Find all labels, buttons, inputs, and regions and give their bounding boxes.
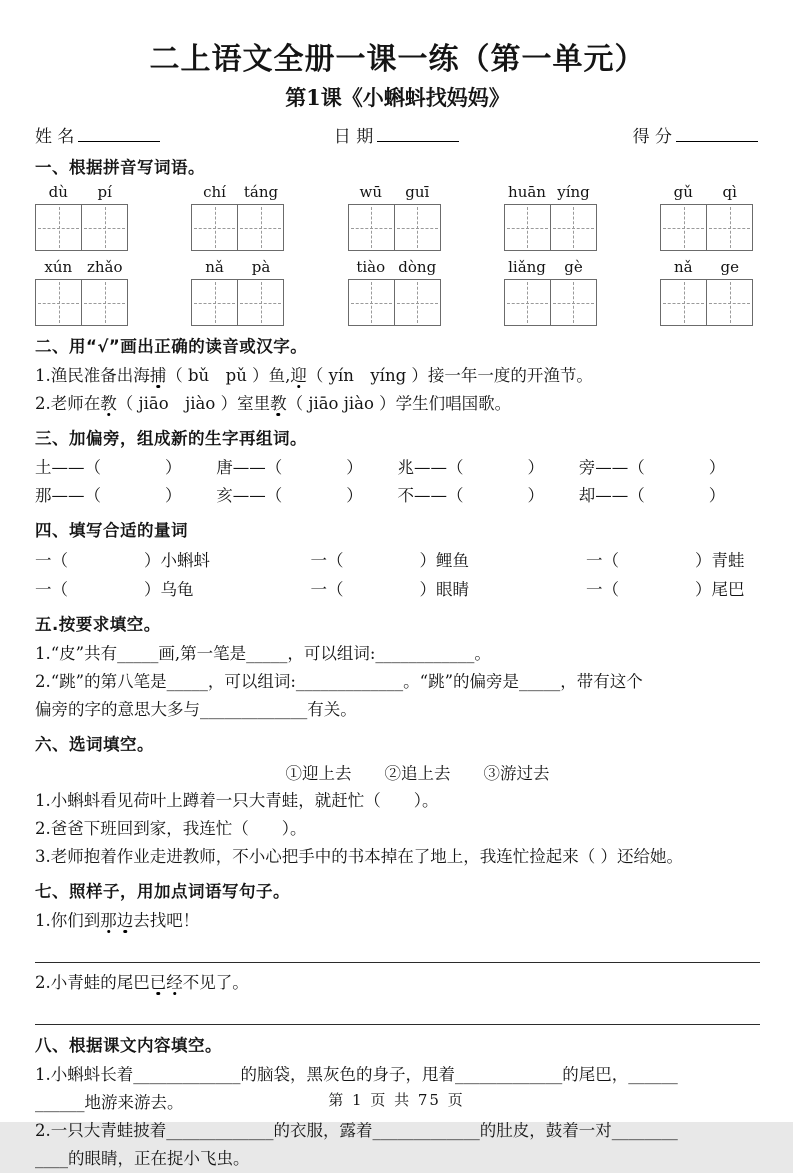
question-line — [35, 362, 760, 390]
radical-item — [579, 454, 760, 482]
radical-row — [35, 482, 760, 510]
question-line — [35, 969, 760, 997]
base-character: 土——（ — [35, 458, 101, 477]
emphasized-char: 教 — [270, 394, 287, 413]
writebox-cell[interactable] — [394, 205, 440, 250]
writebox-cell[interactable] — [661, 205, 706, 250]
sentence-text: （ jiāo jiào ）室里 — [116, 394, 271, 413]
sentence-text: （ yín yíng ）接一年一度的开渔节。 — [306, 366, 593, 385]
pinyin-box-group — [35, 183, 128, 251]
base-character: 亥——（ — [216, 486, 283, 505]
pinyin-box-group — [660, 258, 753, 326]
pinyin-syllable: táng — [243, 183, 279, 201]
pinyin-label — [660, 183, 753, 202]
close-paren: ） — [165, 458, 182, 477]
measure-word-item — [586, 546, 760, 575]
question-line: 1.小蝌蚪看见荷叶上蹲着一只大青蛙，就赶忙（ ）。 — [35, 791, 439, 810]
date-label: 日 期 — [333, 127, 374, 147]
measure-word-item — [35, 546, 311, 575]
pinyin-syllable: huān — [508, 183, 546, 201]
writing-box[interactable] — [504, 204, 597, 251]
radical-item — [35, 482, 216, 510]
noun-text: ）尾巴 — [695, 580, 745, 599]
close-paren: ） — [527, 486, 544, 505]
radical-item — [579, 482, 760, 510]
sentence-text: （ bǔ pǔ ）鱼, — [166, 366, 291, 385]
writebox-cell[interactable] — [661, 280, 706, 325]
pinyin-writing-section — [35, 183, 760, 326]
radical-item — [398, 454, 579, 482]
emphasized-char: 教 — [100, 394, 117, 413]
pinyin-box-group — [504, 183, 597, 251]
base-character: 不——（ — [397, 486, 464, 505]
prefix-text: 一（ — [35, 580, 68, 599]
pinyin-label — [660, 258, 753, 277]
writebox-cell[interactable] — [550, 205, 596, 250]
pinyin-label — [35, 258, 128, 277]
radical-item — [216, 454, 397, 482]
pinyin-label — [348, 183, 441, 202]
prefix-text: 一（ — [310, 551, 344, 570]
date-blank[interactable] — [377, 126, 459, 142]
question-line: 1.“皮”共有_____画,第一笔是_____，可以组词:____________。 — [35, 644, 491, 663]
writing-box[interactable] — [191, 279, 284, 326]
writing-box[interactable] — [660, 279, 753, 326]
pinyin-syllable: nǎ — [673, 258, 693, 276]
base-character: 兆——（ — [397, 458, 464, 477]
emphasized-char: 捕 — [149, 366, 167, 385]
writebox-cell[interactable] — [237, 280, 283, 325]
close-paren: ） — [165, 486, 182, 505]
pinyin-label — [35, 183, 128, 202]
base-character: 唐——（ — [216, 458, 283, 477]
name-field — [35, 122, 160, 147]
emphasized-char: 经 — [166, 973, 183, 992]
close-paren: ） — [527, 458, 544, 477]
sentence-text: 1.你们到 — [35, 911, 101, 930]
section7-heading: 七、照样子，用加点词语写句子。 — [35, 882, 290, 901]
pinyin-box-group — [348, 183, 441, 251]
name-label: 姓 名 — [35, 127, 75, 147]
measure-word-item — [586, 575, 760, 604]
prefix-text: 一（ — [586, 551, 619, 570]
noun-text: ）乌龟 — [144, 580, 194, 599]
writebox-cell[interactable] — [505, 205, 550, 250]
emphasized-char: 已 — [149, 973, 167, 992]
close-paren: ） — [346, 458, 363, 477]
pinyin-syllable: zhǎo — [86, 258, 123, 276]
section4-heading: 四、填写合适的量词 — [35, 521, 188, 540]
writing-box[interactable] — [348, 279, 441, 326]
writebox-cell[interactable] — [706, 205, 752, 250]
writebox-cell[interactable] — [706, 280, 752, 325]
writebox-cell[interactable] — [192, 205, 237, 250]
pinyin-box-group — [504, 258, 597, 326]
pinyin-box-row — [35, 183, 753, 251]
writebox-cell[interactable] — [36, 280, 81, 325]
pinyin-box-group — [35, 258, 128, 326]
pinyin-syllable: dòng — [398, 258, 437, 276]
writebox-cell[interactable] — [550, 280, 596, 325]
emphasized-char: 那 — [100, 911, 117, 930]
question-line: 2.“跳”的第八笔是_____，可以组词:_____________。“跳”的偏旁是_____，带有这个 — [35, 672, 643, 691]
measure-word-item — [311, 575, 587, 604]
pinyin-syllable: guī — [405, 183, 430, 201]
pinyin-box-group — [348, 258, 441, 326]
measure-word-item — [311, 546, 587, 575]
sentence-text: 去找吧！ — [133, 911, 200, 930]
pinyin-syllable: pí — [97, 183, 112, 201]
pinyin-box-group — [660, 183, 753, 251]
word-options: ①迎上去 ②追上去 ③游过去 — [285, 764, 550, 783]
question-line: ____的眼睛，正在捉小飞虫。 — [35, 1149, 250, 1168]
writing-box[interactable] — [504, 279, 597, 326]
sentence-text: 2.小青蛙的尾巴 — [35, 973, 150, 992]
prefix-text: 一（ — [35, 551, 68, 570]
section8-heading: 八、根据课文内容填空。 — [35, 1036, 222, 1055]
pinyin-syllable: liǎng — [508, 258, 546, 276]
section2-heading: 二、用“√”画出正确的读音或汉字。 — [35, 337, 308, 356]
writebox-cell[interactable] — [349, 280, 394, 325]
answer-blank-line[interactable] — [35, 997, 760, 1025]
score-field — [633, 122, 758, 147]
writebox-cell[interactable] — [237, 205, 283, 250]
question-line: 2.一只大青蛙披着_____________的衣服，露着_____________的肚皮，鼓着一对________ — [35, 1121, 678, 1140]
radical-row — [35, 454, 760, 482]
text-fill-section — [35, 1061, 760, 1173]
measure-word-item — [35, 575, 311, 604]
name-blank[interactable] — [78, 126, 160, 142]
prefix-text: 一（ — [310, 580, 344, 599]
prefix-text: 一（ — [586, 580, 619, 599]
question-line: 1.小蝌蚪长着_____________的脑袋，黑灰色的身子，甩着_____________的尾巴，______ — [35, 1065, 678, 1084]
pinyin-box-group — [191, 258, 284, 326]
writebox-cell[interactable] — [505, 280, 550, 325]
pinyin-syllable: tiào — [356, 258, 386, 276]
section3-heading: 三、加偏旁，组成新的生字再组词。 — [35, 429, 307, 448]
pinyin-label — [504, 258, 597, 277]
writebox-cell[interactable] — [192, 280, 237, 325]
noun-text: ）眼睛 — [419, 580, 469, 599]
pinyin-label — [348, 258, 441, 277]
question-line: 偏旁的字的意思大多与_____________有关。 — [35, 700, 357, 719]
lesson-subtitle: 第1课《小蝌蚪找妈妈》 — [285, 85, 510, 110]
question-line: 3.老师抱着作业走进教师，不小心把手中的书本掉在了地上，我连忙捡起来（ ）还给她。 — [35, 847, 683, 866]
fill-by-requirement-section — [35, 640, 760, 724]
emphasized-char: 迎 — [290, 366, 307, 385]
radical-item — [398, 482, 579, 510]
writing-box[interactable] — [35, 204, 128, 251]
close-paren: ） — [346, 486, 363, 505]
question-line — [35, 907, 760, 935]
section5-heading: 五.按要求填空。 — [35, 615, 161, 634]
writebox-cell[interactable] — [81, 205, 127, 250]
date-field — [334, 122, 459, 147]
pinyin-syllable: nǎ — [205, 258, 224, 276]
pinyin-label — [504, 183, 597, 202]
pinyin-label — [191, 258, 284, 277]
base-character: 旁——（ — [578, 458, 645, 477]
choose-pronunciation-section — [35, 362, 760, 418]
write-sentence-section — [35, 907, 760, 1025]
question-line — [35, 390, 760, 418]
writebox-cell[interactable] — [81, 280, 127, 325]
section1-heading: 一、根据拼音写词语。 — [35, 158, 205, 177]
pinyin-syllable: gè — [564, 258, 583, 276]
pinyin-syllable: dù — [48, 183, 68, 201]
writebox-cell[interactable] — [36, 205, 81, 250]
radical-item — [216, 482, 397, 510]
question-line: ______地游来游去。 — [35, 1093, 184, 1112]
writing-box[interactable] — [660, 204, 753, 251]
close-paren: ） — [708, 486, 726, 505]
pinyin-syllable: pà — [251, 258, 271, 276]
noun-text: ）青蛙 — [695, 551, 745, 570]
writebox-cell[interactable] — [349, 205, 394, 250]
noun-text: ）鲤鱼 — [419, 551, 469, 570]
pinyin-box-row — [35, 258, 753, 326]
pinyin-syllable: qì — [722, 183, 737, 201]
pinyin-syllable: ge — [720, 258, 739, 276]
choose-word-section — [35, 787, 760, 871]
pinyin-label — [191, 183, 284, 202]
measure-word-row — [35, 546, 760, 575]
add-radical-section — [35, 454, 760, 510]
example-sentence-item — [35, 969, 760, 1025]
score-label: 得 分 — [632, 127, 672, 147]
noun-text: ）小蝌蚪 — [144, 551, 210, 570]
section6-heading: 六、选词填空。 — [35, 735, 154, 754]
pinyin-syllable: yíng — [557, 183, 590, 201]
pinyin-syllable: chí — [203, 183, 226, 201]
example-sentence-item — [35, 907, 760, 963]
sentence-text: 1.渔民准备出海 — [35, 366, 150, 385]
writing-box[interactable] — [348, 204, 441, 251]
sentence-text: （ jiāo jiào ）学生们唱国歌。 — [286, 394, 512, 413]
emphasized-char: 边 — [116, 911, 134, 930]
writebox-cell[interactable] — [394, 280, 440, 325]
answer-blank-line[interactable] — [35, 935, 760, 963]
score-blank[interactable] — [676, 126, 758, 142]
sentence-text: 2.老师在 — [35, 394, 101, 413]
page-title: 二上语文全册一课一练（第一单元） — [149, 42, 646, 77]
sentence-text: 不见了。 — [182, 973, 249, 992]
pinyin-syllable: gǔ — [673, 183, 693, 201]
pinyin-syllable: wū — [359, 183, 382, 201]
question-line: 2.爸爸下班回到家，我连忙（ ）。 — [35, 819, 307, 838]
page-number: 第 1 页 共 75 页 — [328, 1091, 465, 1109]
pinyin-box-group — [191, 183, 284, 251]
measure-word-section — [35, 546, 760, 604]
base-character: 却——（ — [578, 486, 645, 505]
measure-word-row — [35, 575, 760, 604]
header-fields — [35, 122, 758, 147]
writing-box[interactable] — [35, 279, 128, 326]
close-paren: ） — [708, 458, 726, 477]
writing-box[interactable] — [191, 204, 284, 251]
base-character: 那——（ — [35, 486, 101, 505]
pinyin-syllable: xún — [44, 258, 73, 276]
radical-item — [35, 454, 216, 482]
